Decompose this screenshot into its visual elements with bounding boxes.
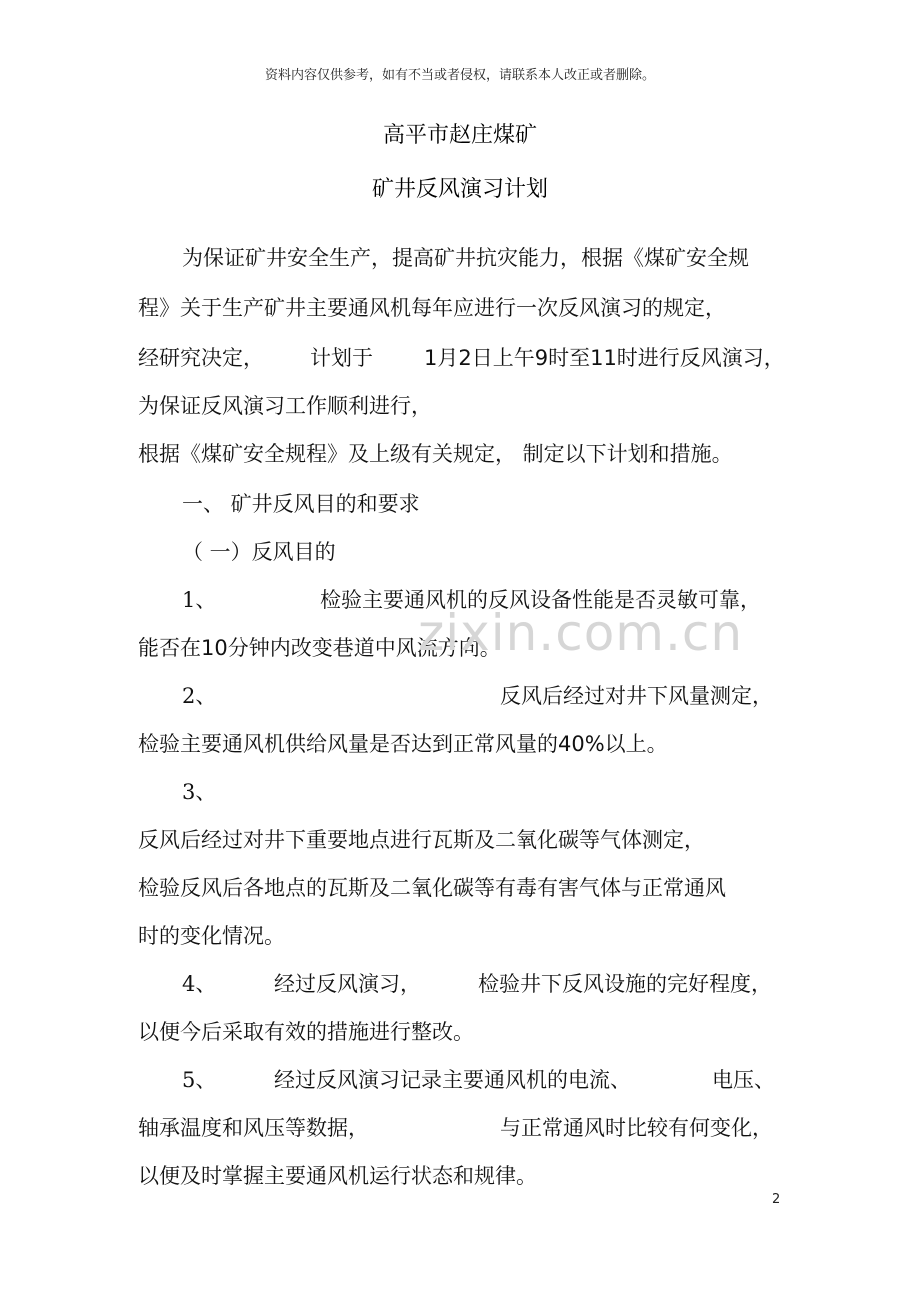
item-1-line-2: 能否在10分钟内改变巷道中风流方向。: [138, 636, 501, 660]
document-subtitle: 矿井反风演习计划: [371, 177, 548, 202]
intro-line-1: 为保证矿井安全生产，提高矿井抗灾能力，根据《煤矿安全规: [182, 246, 749, 270]
intro-line-3b: 计划于: [310, 346, 373, 370]
item-5-line-2b: 与正常通风时比较有何变化，: [500, 1116, 773, 1140]
section-heading: 一、 矿井反风目的和要求: [182, 492, 420, 516]
item-2-line-2: 检验主要通风机供给风量是否达到正常风量的40%以上。: [138, 732, 668, 756]
item-3-line-1: 反风后经过对井下重要地点进行瓦斯及二氧化碳等气体测定，: [138, 828, 705, 852]
item-5-line-1b: 电压、: [712, 1068, 775, 1092]
item-4-line-1b: 检验井下反风设施的完好程度，: [478, 972, 772, 996]
intro-line-2: 程》关于生产矿井主要通风机每年应进行一次反风演习的规定，: [138, 296, 726, 320]
watermark-text: zixin.com.cn: [418, 604, 744, 662]
item-4-line-2: 以便今后采取有效的措施进行整改。: [138, 1020, 474, 1044]
intro-line-3c: 1月2日上午9时至11时进行反风演习，: [424, 346, 785, 370]
item-5-line-3: 以便及时掌握主要通风机运行状态和规律。: [138, 1164, 537, 1188]
item-1-number: 1、: [182, 588, 217, 612]
document-title: 高平市赵庄煤矿: [382, 123, 537, 148]
item-2-number: 2、: [182, 684, 217, 708]
item-1-line-1: 检验主要通风机的反风设备性能是否灵敏可靠，: [320, 588, 761, 612]
item-3-line-3: 时的变化情况。: [138, 924, 285, 948]
item-5-line-2a: 轴承温度和风压等数据，: [138, 1116, 369, 1140]
item-3-line-2: 检验反风后各地点的瓦斯及二氧化碳等有毒有害气体与正常通风: [138, 876, 726, 900]
subsection-heading: （ 一）反风目的: [182, 540, 336, 564]
item-2-line-1: 反风后经过对井下风量测定，: [500, 684, 773, 708]
item-4-line-1a: 经过反风演习，: [274, 972, 421, 996]
item-3-number: 3、: [182, 780, 217, 804]
intro-line-4: 为保证反风演习工作顺利进行，: [138, 394, 432, 418]
item-5-line-1a: 经过反风演习记录主要通风机的电流、: [274, 1068, 631, 1092]
item-5-number: 5、: [182, 1068, 217, 1092]
intro-line-5: 根据《煤矿安全规程》及上级有关规定， 制定以下计划和措施。: [138, 442, 733, 466]
page-number: 2: [772, 1192, 781, 1207]
intro-line-3a: 经研究决定，: [138, 346, 264, 370]
header-disclaimer: 资料内容仅供参考，如有不当或者侵权，请联系本人改正或者删除。: [264, 68, 655, 83]
item-4-number: 4、: [182, 972, 217, 996]
